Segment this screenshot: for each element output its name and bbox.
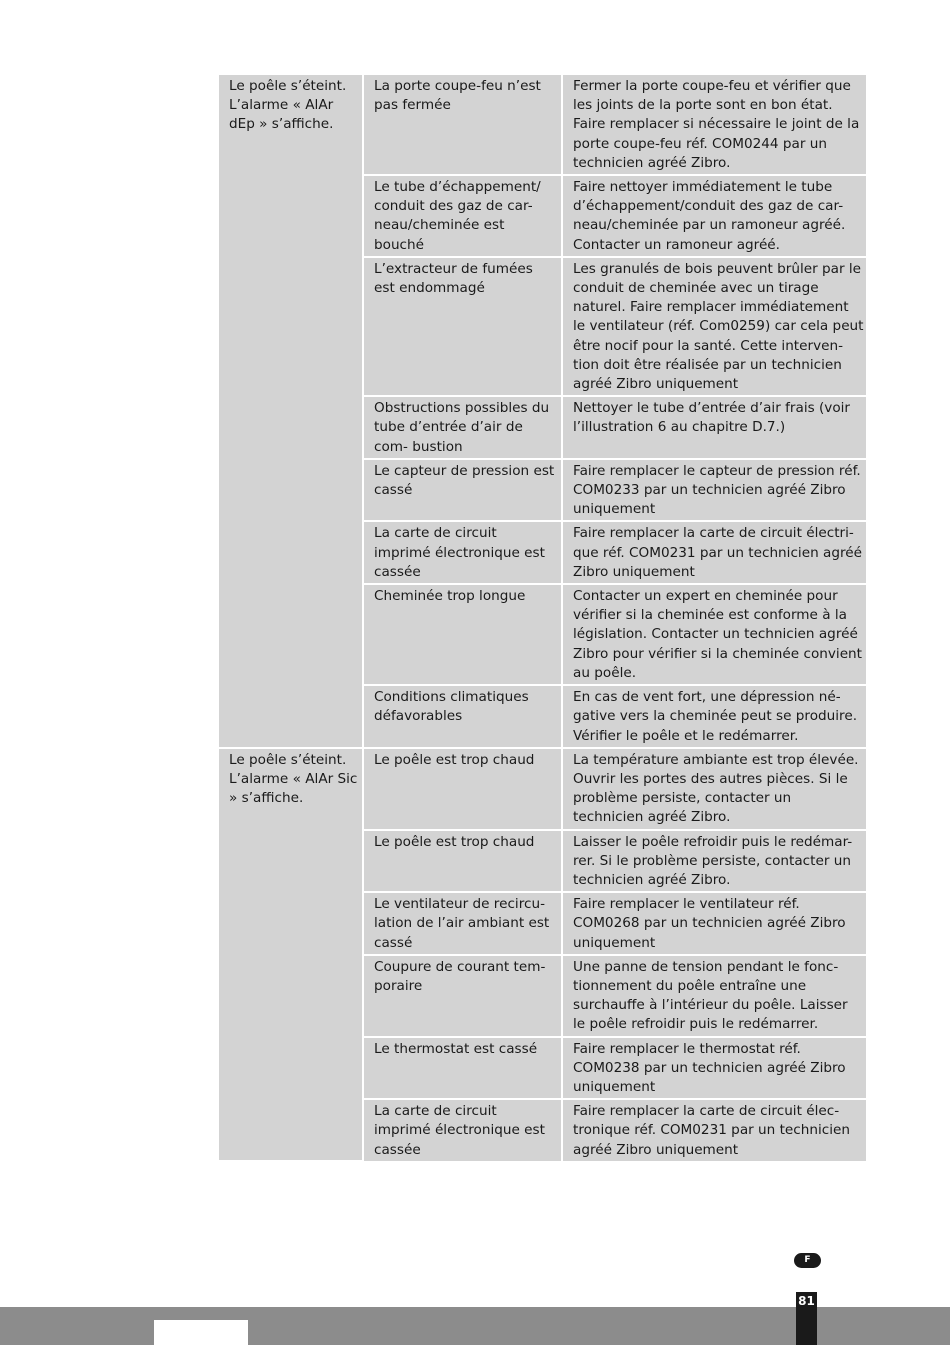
solution-cell: Fermer la porte coupe-feu et vérifier que les joints de la porte sont en bon état. Faire remplacer si nécessaire le joint de la porte coupe-feu réf. COM0244 par un technicien agréé Zibro. [562,75,866,175]
cause-cell: La porte coupe-feu n’est pas fermée [363,75,562,175]
solution-cell: La température ambiante est trop élevée. Ouvrir les portes des autres pièces. Si le problème persiste, contacter un technicien agréé Zibro. [562,748,866,830]
solution-cell: Faire nettoyer immédiatement le tube d’échappement/conduit des gaz de car- neau/cheminée par un ramoneur agréé. Contacter un ramoneur agréé. [562,175,866,257]
solution-cell: Nettoyer le tube d’entrée d’air frais (voir l’illustration 6 au chapitre D.7.) [562,396,866,459]
page-number: 81 [798,1294,815,1308]
table-row [219,748,866,830]
cause-cell: Obstructions possibles du tube d’entrée d’air de com- bustion [363,396,562,459]
cause-cell: Le poêle est trop chaud [363,830,562,893]
cause-cell: Le tube d’échappement/ conduit des gaz de car- neau/cheminée est bouché [363,175,562,257]
cause-cell: La carte de circuit imprimé électronique est cassée [363,521,562,584]
cause-cell: Coupure de courant tem- poraire [363,955,562,1037]
cause-cell: Le thermostat est cassé [363,1037,562,1100]
solution-cell: Faire remplacer le thermostat réf. COM0238 par un technicien agréé Zibro uniquement [562,1037,866,1100]
cause-cell: Le ventilateur de recircu- lation de l’air ambiant est cassé [363,892,562,955]
solution-cell: Faire remplacer le ventilateur réf. COM0268 par un technicien agréé Zibro uniquement [562,892,866,955]
solution-cell: Laisser le poêle refroidir puis le redémar- rer. Si le problème persiste, contacter un technicien agréé Zibro. [562,830,866,893]
troubleshooting-table [219,75,866,1162]
solution-cell: Contacter un expert en cheminée pour vérifier si la cheminée est conforme à la législation. Contacter un technicien agréé Zibro pour vérifier si la cheminée convient au poêle. [562,584,866,685]
footer-box [154,1320,248,1345]
language-badge: F [794,1253,821,1268]
solution-cell: Une panne de tension pendant le fonc- tionnement du poêle entraîne une surchauffe à l’intérieur du poêle. Laisser le poêle refroidir puis le redémarrer. [562,955,866,1037]
solution-cell: Faire remplacer la carte de circuit électri- que réf. COM0231 par un technicien agréé Zibro uniquement [562,521,866,584]
cause-cell: Le poêle est trop chaud [363,748,562,830]
cause-cell: Le capteur de pression est cassé [363,459,562,522]
symptom-cell: Le poêle s’éteint. L’alarme « AlAr Sic » s’affiche. [219,748,363,1161]
table-row [219,75,866,175]
cause-cell: Cheminée trop longue [363,584,562,685]
symptom-cell: Le poêle s’éteint. L’alarme « AlAr dEp » s’affiche. [219,75,363,748]
solution-cell: En cas de vent fort, une dépression né- gative vers la cheminée peut se produire. Vérifier le poêle et le redémarrer. [562,685,866,748]
cause-cell: L’extracteur de fumées est endommagé [363,257,562,396]
cause-cell: La carte de circuit imprimé électronique est cassée [363,1099,562,1161]
solution-cell: Faire remplacer le capteur de pression réf. COM0233 par un technicien agréé Zibro uniquement [562,459,866,522]
solution-cell: Faire remplacer la carte de circuit élec- tronique réf. COM0231 par un technicien agréé Zibro uniquement [562,1099,866,1161]
solution-cell: Les granulés de bois peuvent brûler par le conduit de cheminée avec un tirage naturel. Faire remplacer immédiatement le ventilateur (réf. Com0259) car cela peut être nocif pour la santé. Cette interven- tion doit être réalisée par un technicien agréé Zibro uniquement [562,257,866,396]
cause-cell: Conditions climatiques défavorables [363,685,562,748]
